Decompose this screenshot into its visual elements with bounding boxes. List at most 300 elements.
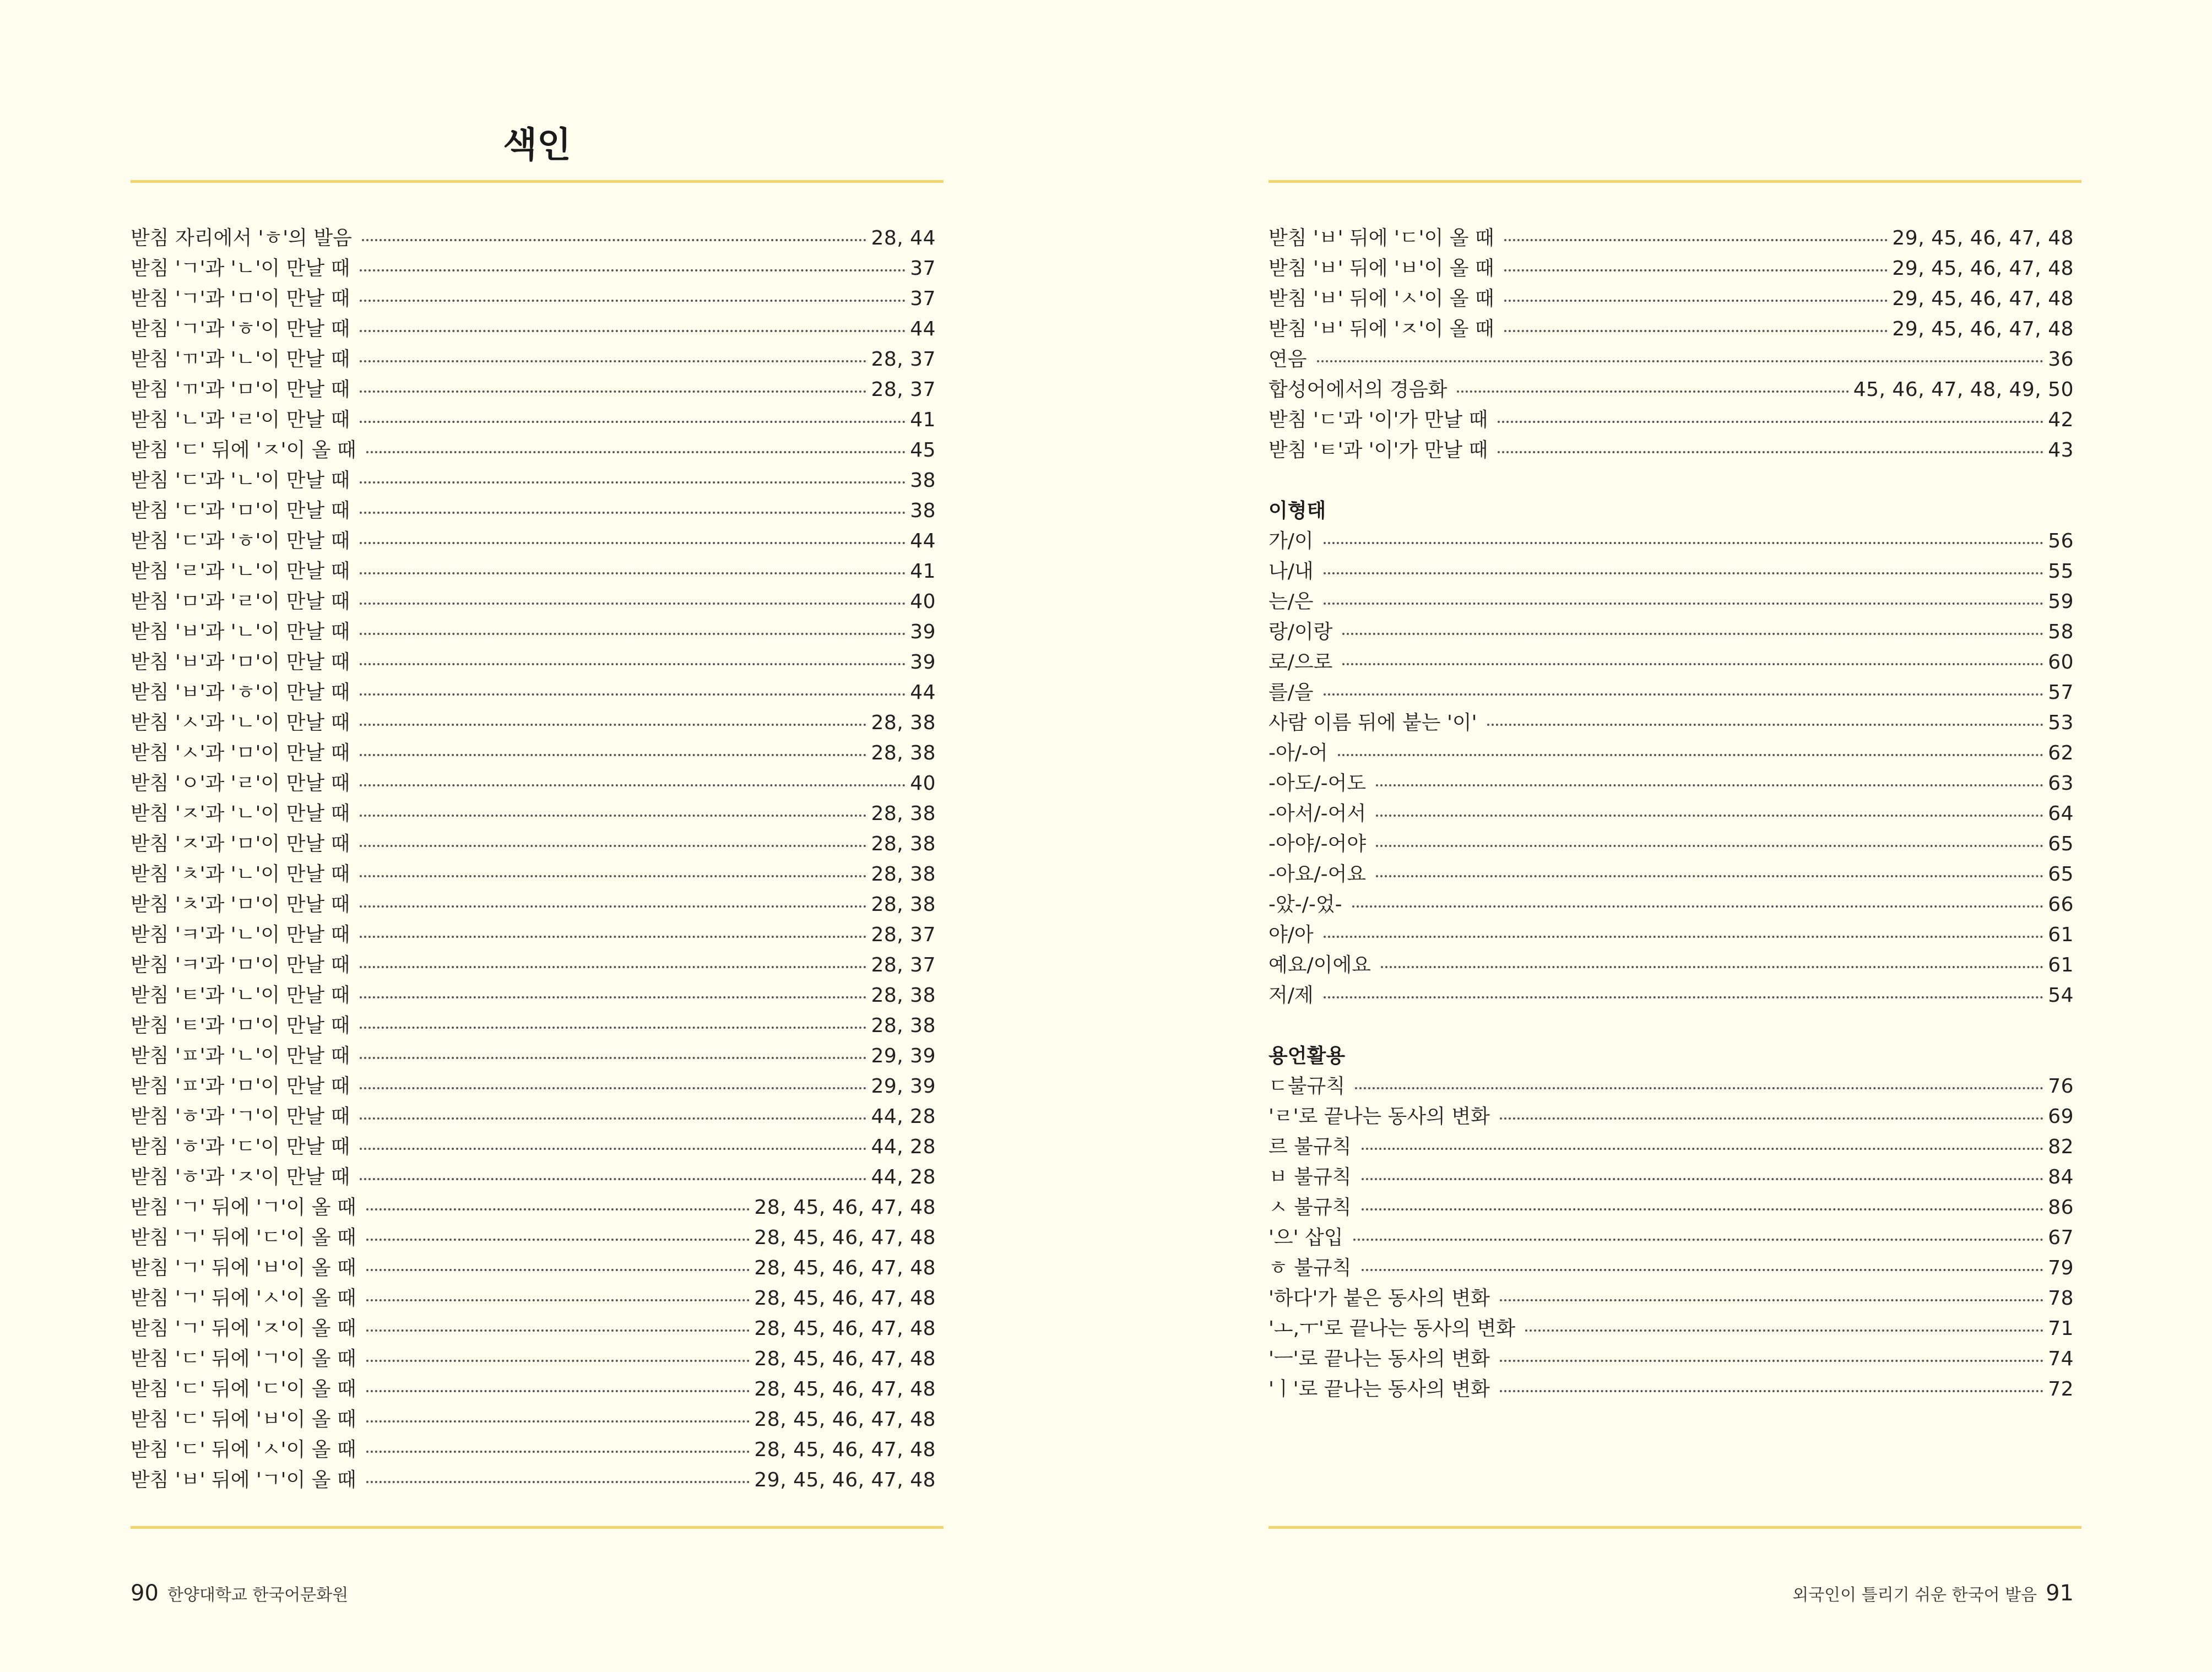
index-term: 받침 'ㄱ' 뒤에 'ㄷ'이 올 때 [131, 1226, 356, 1249]
dot-leader [1381, 966, 2043, 968]
index-entry [131, 920, 936, 950]
dot-leader [1324, 936, 2044, 938]
index-term: '하다'가 붙은 동사의 변화 [1268, 1287, 1490, 1310]
index-page-numbers: 65 [2048, 833, 2074, 855]
index-page-numbers: 28, 38 [871, 802, 936, 825]
dot-leader [1352, 905, 2044, 908]
index-page-numbers: 69 [2048, 1105, 2074, 1128]
dot-leader [360, 421, 906, 423]
index-term: 받침 'ㄷ' 뒤에 'ㄷ'이 올 때 [131, 1378, 356, 1400]
index-entry [131, 1253, 936, 1283]
index-term: 연음 [1268, 348, 1307, 371]
index-entry [1268, 223, 2074, 253]
dot-leader [1355, 1087, 2043, 1089]
index-term: 받침 'ㄹ'과 'ㄴ'이 만날 때 [131, 560, 350, 583]
dot-leader [360, 1148, 866, 1150]
index-page-numbers: 28, 37 [871, 378, 936, 401]
footer-book-title: 외국인이 틀리기 쉬운 한국어 발음 [1792, 1586, 2037, 1605]
index-entry [1268, 677, 2074, 708]
index-term: 저/제 [1268, 984, 1314, 1007]
page-number: 90 [131, 1581, 159, 1606]
index-entry [131, 1223, 936, 1253]
section-gap [1268, 465, 2074, 496]
index-page-numbers: 86 [2048, 1196, 2074, 1219]
index-entry [131, 344, 936, 374]
dot-leader [1376, 845, 2043, 847]
index-entry [131, 1283, 936, 1313]
index-page-numbers: 76 [2048, 1075, 2074, 1098]
bottom-divider [1268, 1526, 2081, 1529]
index-entry [1268, 1283, 2074, 1313]
index-term: 받침 'ㅊ'과 'ㄴ'이 만날 때 [131, 863, 350, 886]
index-page-numbers: 28, 45, 46, 47, 48 [754, 1196, 936, 1219]
index-entry [1268, 1132, 2074, 1162]
index-page-numbers: 37 [910, 287, 936, 310]
dot-leader [360, 512, 906, 514]
footer-publisher: 한양대학교 한국어문화원 [167, 1586, 349, 1605]
section-heading: 이형태 [1268, 500, 1326, 522]
dot-leader [360, 1027, 866, 1029]
index-entry [1268, 1223, 2074, 1253]
index-term: 받침 'ㄷ'과 '이'가 만날 때 [1268, 409, 1488, 431]
index-term: 'ㅡ'로 끝나는 동사의 변화 [1268, 1348, 1490, 1370]
index-entry [131, 950, 936, 980]
index-entry [131, 1101, 936, 1132]
index-entry [1268, 708, 2074, 738]
index-entry [1268, 617, 2074, 647]
index-page-numbers: 66 [2048, 893, 2074, 916]
index-page-numbers: 45, 46, 47, 48, 49, 50 [1853, 378, 2074, 401]
index-entry [1268, 526, 2074, 556]
index-entry [131, 738, 936, 768]
dot-leader [360, 996, 866, 998]
index-term: '으' 삽입 [1268, 1226, 1343, 1249]
index-page-numbers: 42 [2048, 409, 2074, 431]
dot-leader [362, 239, 867, 241]
index-page-numbers: 63 [2048, 772, 2074, 795]
index-entry [131, 223, 936, 253]
index-entry [131, 1404, 936, 1435]
index-term: 'ㅣ'로 끝나는 동사의 변화 [1268, 1378, 1490, 1400]
index-entry [1268, 920, 2074, 950]
index-page-numbers: 28, 45, 46, 47, 48 [754, 1317, 936, 1340]
dot-leader [366, 1269, 750, 1271]
index-page-numbers: 59 [2048, 590, 2074, 613]
index-term: 를/을 [1268, 681, 1314, 704]
page-title: 색인 [503, 125, 571, 166]
index-page-numbers: 82 [2048, 1136, 2074, 1158]
index-term: 받침 'ㄷ' 뒤에 'ㄱ'이 올 때 [131, 1348, 356, 1370]
index-page-numbers: 28, 38 [871, 712, 936, 734]
index-term: 받침 'ㅁ'과 'ㄹ'이 만날 때 [131, 590, 350, 613]
dot-leader [1342, 633, 2043, 635]
index-page-numbers: 79 [2048, 1257, 2074, 1279]
dot-leader [1353, 1239, 2044, 1241]
index-page-numbers: 53 [2048, 712, 2074, 734]
index-entry [131, 1374, 936, 1404]
index-page-numbers: 28, 45, 46, 47, 48 [754, 1257, 936, 1279]
index-term: 받침 'ㅍ'과 'ㄴ'이 만날 때 [131, 1045, 350, 1067]
index-term: 받침 'ㅂ' 뒤에 'ㅅ'이 올 때 [1268, 287, 1494, 310]
index-entry [1268, 859, 2074, 889]
index-page-numbers: 71 [2048, 1317, 2074, 1340]
dot-leader [360, 1117, 866, 1120]
dot-leader [366, 1390, 750, 1392]
index-term: 예요/이에요 [1268, 954, 1371, 976]
index-entry [1268, 344, 2074, 374]
index-term: 받침 'ㄷ' 뒤에 'ㅂ'이 올 때 [131, 1408, 356, 1431]
index-list-right [1268, 223, 2074, 1404]
index-term: 받침 'ㅂ'과 'ㅎ'이 만날 때 [131, 681, 350, 704]
dot-leader [1338, 754, 2044, 756]
dot-leader [360, 269, 906, 272]
index-entry [131, 314, 936, 344]
index-entry [131, 647, 936, 677]
index-page-numbers: 57 [2048, 681, 2074, 704]
dot-leader [360, 300, 906, 302]
index-page-numbers: 29, 45, 46, 47, 48 [754, 1469, 936, 1491]
dot-leader [360, 481, 906, 484]
dot-leader [1498, 451, 2043, 453]
index-term: 받침 'ㅌ'과 'ㅁ'이 만날 때 [131, 1014, 350, 1037]
index-entry [131, 1192, 936, 1223]
index-term: ㅎ 불규칙 [1268, 1257, 1352, 1279]
index-page-numbers: 78 [2048, 1287, 2074, 1310]
index-entry [1268, 435, 2074, 465]
dot-leader [366, 1481, 750, 1483]
index-list-left [131, 223, 936, 1495]
index-term: 르 불규칙 [1268, 1136, 1352, 1158]
index-term: 야/아 [1268, 924, 1314, 946]
index-page-numbers: 39 [910, 651, 936, 674]
index-entry [131, 1313, 936, 1344]
dot-leader [360, 875, 866, 877]
index-entry [1268, 253, 2074, 284]
index-entry [1268, 980, 2074, 1011]
index-entry [1268, 284, 2074, 314]
dot-leader [1376, 875, 2043, 877]
index-page-numbers: 72 [2048, 1378, 2074, 1400]
dot-leader [1317, 360, 2044, 362]
index-entry [1268, 1313, 2074, 1344]
dot-leader [1504, 330, 1888, 332]
dot-leader [1324, 542, 2044, 544]
dot-leader [360, 936, 866, 938]
index-page-numbers: 38 [910, 500, 936, 522]
index-entry [131, 708, 936, 738]
index-term: 로/으로 [1268, 651, 1333, 674]
index-page-numbers: 28, 45, 46, 47, 48 [754, 1438, 936, 1461]
index-entry [1268, 647, 2074, 677]
dot-leader [1324, 572, 2044, 574]
top-divider [1268, 180, 2081, 183]
index-term: 받침 'ㄱ'과 'ㄴ'이 만날 때 [131, 257, 350, 280]
index-page-numbers: 44, 28 [871, 1166, 936, 1188]
index-term: ㄷ불규칙 [1268, 1075, 1346, 1098]
index-term: -아도/-어도 [1268, 772, 1367, 795]
index-term: 받침 'ㄱ' 뒤에 'ㅂ'이 올 때 [131, 1257, 356, 1279]
index-term: 받침 'ㅈ'과 'ㅁ'이 만날 때 [131, 833, 350, 855]
index-entry [1268, 950, 2074, 980]
index-page-numbers: 28, 38 [871, 1014, 936, 1037]
index-entry [131, 587, 936, 617]
index-page-numbers: 28, 37 [871, 348, 936, 371]
dot-leader [360, 815, 866, 817]
index-entry [131, 980, 936, 1011]
index-entry [131, 1041, 936, 1071]
dot-leader [360, 663, 906, 665]
index-page-numbers: 28, 38 [871, 833, 936, 855]
dot-leader [366, 1239, 750, 1241]
index-page-numbers: 28, 37 [871, 954, 936, 976]
dot-leader [366, 1329, 750, 1332]
dot-leader [1500, 1117, 2043, 1120]
index-page-numbers: 54 [2048, 984, 2074, 1007]
index-entry [1268, 1253, 2074, 1283]
index-term: 받침 'ㄷ'과 'ㄴ'이 만날 때 [131, 469, 350, 492]
index-page-numbers: 60 [2048, 651, 2074, 674]
index-term: 받침 'ㄱ' 뒤에 'ㅅ'이 올 때 [131, 1287, 356, 1310]
index-page-numbers: 56 [2048, 530, 2074, 552]
index-term: 받침 'ㄷ' 뒤에 'ㅈ'이 올 때 [131, 439, 356, 462]
index-term: -았-/-었- [1268, 893, 1342, 916]
index-page-numbers: 74 [2048, 1348, 2074, 1370]
dot-leader [366, 1360, 750, 1362]
page-number: 91 [2046, 1581, 2074, 1606]
index-entry [131, 859, 936, 889]
index-page-numbers: 28, 45, 46, 47, 48 [754, 1408, 936, 1431]
index-term: 받침 'ㄷ'과 'ㅎ'이 만날 때 [131, 530, 350, 552]
dot-leader [1324, 602, 2044, 605]
index-entry [1268, 829, 2074, 859]
dot-leader [360, 784, 906, 786]
dot-leader [360, 724, 866, 726]
index-term: 받침 'ㄷ'과 'ㅁ'이 만날 때 [131, 500, 350, 522]
index-term: 받침 'ㅅ'과 'ㅁ'이 만날 때 [131, 742, 350, 764]
index-page-numbers: 28, 45, 46, 47, 48 [754, 1378, 936, 1400]
dot-leader [1362, 1148, 2044, 1150]
index-entry [1268, 889, 2074, 920]
index-page-numbers: 40 [910, 590, 936, 613]
index-term: 받침 'ㄲ'과 'ㅁ'이 만날 때 [131, 378, 350, 401]
dot-leader [1504, 269, 1888, 272]
index-page-numbers: 37 [910, 257, 936, 280]
dot-leader [1324, 996, 2044, 998]
index-term: -아/-어 [1268, 742, 1328, 764]
dot-leader [366, 1420, 750, 1423]
index-page-numbers: 61 [2048, 924, 2074, 946]
index-entry [131, 435, 936, 465]
index-term: 받침 'ㅂ' 뒤에 'ㄱ'이 올 때 [131, 1469, 356, 1491]
index-entry [131, 556, 936, 587]
dot-leader [1498, 421, 2043, 423]
dot-leader [360, 693, 906, 696]
index-term: 받침 'ㅅ'과 'ㄴ'이 만날 때 [131, 712, 350, 734]
index-term: 받침 'ㅂ' 뒤에 'ㅂ'이 올 때 [1268, 257, 1494, 280]
dot-leader [1376, 815, 2043, 817]
index-term: 받침 'ㅊ'과 'ㅁ'이 만날 때 [131, 893, 350, 916]
index-page-numbers: 28, 38 [871, 863, 936, 886]
index-entry [131, 1071, 936, 1101]
dot-leader [360, 542, 906, 544]
index-entry [131, 1465, 936, 1495]
index-page-numbers: 64 [2048, 802, 2074, 825]
index-entry [1268, 1162, 2074, 1192]
index-page-numbers: 58 [2048, 621, 2074, 643]
index-term: 'ㄹ'로 끝나는 동사의 변화 [1268, 1105, 1490, 1128]
dot-leader [1362, 1269, 2044, 1271]
index-term: 는/은 [1268, 590, 1314, 613]
index-term: 받침 'ㅋ'과 'ㅁ'이 만날 때 [131, 954, 350, 976]
index-term: 받침 'ㄱ' 뒤에 'ㅈ'이 올 때 [131, 1317, 356, 1340]
index-term: 사람 이름 뒤에 붙는 '이' [1268, 712, 1477, 734]
index-page-numbers: 67 [2048, 1226, 2074, 1249]
index-term: -아요/-어요 [1268, 863, 1367, 886]
dot-leader [366, 1451, 750, 1453]
index-entry [1268, 1101, 2074, 1132]
index-term: 받침 'ㅎ'과 'ㄱ'이 만날 때 [131, 1105, 350, 1128]
dot-leader [1457, 390, 1848, 393]
index-page-numbers: 28, 38 [871, 893, 936, 916]
index-term: 받침 'ㅇ'과 'ㄹ'이 만날 때 [131, 772, 350, 795]
left-page [131, 0, 944, 1672]
index-entry [131, 465, 936, 496]
index-entry [131, 1011, 936, 1041]
index-entry [131, 405, 936, 435]
index-term: 받침 'ㅂ'과 'ㅁ'이 만날 때 [131, 651, 350, 674]
index-entry [131, 768, 936, 799]
dot-leader [1525, 1329, 2043, 1332]
index-page-numbers: 65 [2048, 863, 2074, 886]
index-page-numbers: 29, 45, 46, 47, 48 [1892, 227, 2074, 249]
index-entry [131, 374, 936, 405]
index-page-numbers: 44 [910, 530, 936, 552]
index-page-numbers: 29, 39 [871, 1045, 936, 1067]
index-entry [1268, 556, 2074, 587]
index-term: 받침 'ㄱ' 뒤에 'ㄱ'이 올 때 [131, 1196, 356, 1219]
dot-leader [360, 1057, 866, 1059]
dot-leader [360, 966, 866, 968]
index-term: 받침 'ㄱ'과 'ㅁ'이 만날 때 [131, 287, 350, 310]
index-entry [131, 1344, 936, 1374]
index-term: ㅂ 불규칙 [1268, 1166, 1352, 1188]
index-term: 받침 'ㅎ'과 'ㄷ'이 만날 때 [131, 1136, 350, 1158]
index-term: 받침 'ㅈ'과 'ㄴ'이 만날 때 [131, 802, 350, 825]
dot-leader [1500, 1299, 2043, 1301]
index-page-numbers: 43 [2048, 439, 2074, 462]
dot-leader [1342, 663, 2043, 665]
index-term: 받침 'ㄷ' 뒤에 'ㅅ'이 올 때 [131, 1438, 356, 1461]
index-page-numbers: 28, 37 [871, 924, 936, 946]
index-page-numbers: 28, 45, 46, 47, 48 [754, 1226, 936, 1249]
index-page-numbers: 29, 45, 46, 47, 48 [1892, 318, 2074, 340]
index-entry [1268, 1344, 2074, 1374]
index-term: 받침 'ㄲ'과 'ㄴ'이 만날 때 [131, 348, 350, 371]
index-entry [1268, 799, 2074, 829]
index-term: 받침 'ㅂ'과 'ㄴ'이 만날 때 [131, 621, 350, 643]
dot-leader [1376, 784, 2043, 786]
index-page-numbers: 29, 39 [871, 1075, 936, 1098]
index-page-numbers: 36 [2048, 348, 2074, 371]
index-term: 받침 자리에서 'ㅎ'의 발음 [131, 227, 352, 249]
index-page-numbers: 28, 45, 46, 47, 48 [754, 1348, 936, 1370]
index-entry [1268, 1374, 2074, 1404]
index-page-numbers: 44 [910, 318, 936, 340]
index-page-numbers: 84 [2048, 1166, 2074, 1188]
index-entry [131, 284, 936, 314]
dot-leader [360, 905, 866, 908]
dot-leader [360, 390, 866, 393]
dot-leader [360, 845, 866, 847]
dot-leader [1504, 300, 1888, 302]
index-term: -아서/-어서 [1268, 802, 1367, 825]
index-page-numbers: 38 [910, 469, 936, 492]
index-page-numbers: 55 [2048, 560, 2074, 583]
dot-leader [1362, 1208, 2044, 1210]
index-term: 받침 'ㄱ'과 'ㅎ'이 만날 때 [131, 318, 350, 340]
index-page-numbers: 61 [2048, 954, 2074, 976]
index-page-numbers: 28, 44 [871, 227, 936, 249]
section-gap [1268, 1011, 2074, 1041]
index-entry [131, 496, 936, 526]
dot-leader [1487, 724, 2044, 726]
index-entry [131, 1132, 936, 1162]
index-term: 나/내 [1268, 560, 1314, 583]
dot-leader [1500, 1390, 2043, 1392]
index-term: 받침 'ㄴ'과 'ㄹ'이 만날 때 [131, 409, 350, 431]
index-entry [131, 677, 936, 708]
footer-left [131, 1581, 348, 1614]
index-term: -아야/-어야 [1268, 833, 1367, 855]
index-entry [1268, 738, 2074, 768]
index-page-numbers: 40 [910, 772, 936, 795]
index-term: 받침 'ㅌ'과 'ㄴ'이 만날 때 [131, 984, 350, 1007]
index-page-numbers: 62 [2048, 742, 2074, 764]
dot-leader [366, 1299, 750, 1301]
footer-right [1792, 1581, 2074, 1614]
index-entry [131, 617, 936, 647]
index-term: 랑/이랑 [1268, 621, 1333, 643]
index-page-numbers: 28, 45, 46, 47, 48 [754, 1287, 936, 1310]
index-term: 받침 'ㅂ' 뒤에 'ㄷ'이 올 때 [1268, 227, 1494, 249]
dot-leader [360, 633, 906, 635]
index-page-numbers: 45 [910, 439, 936, 462]
dot-leader [360, 1087, 866, 1089]
index-page-numbers: 44, 28 [871, 1136, 936, 1158]
index-term: 받침 'ㅂ' 뒤에 'ㅈ'이 올 때 [1268, 318, 1494, 340]
index-term: ㅅ 불규칙 [1268, 1196, 1352, 1219]
dot-leader [360, 1178, 866, 1180]
dot-leader [366, 1208, 750, 1210]
dot-leader [360, 602, 906, 605]
index-page-numbers: 41 [910, 560, 936, 583]
dot-leader [360, 360, 866, 362]
index-entry [1268, 405, 2074, 435]
index-page-numbers: 29, 45, 46, 47, 48 [1892, 257, 2074, 280]
index-term: 합성어에서의 경음화 [1268, 378, 1447, 401]
section-heading: 용언활용 [1268, 1045, 1346, 1067]
index-term: 받침 'ㅍ'과 'ㅁ'이 만날 때 [131, 1075, 350, 1098]
dot-leader [1500, 1360, 2043, 1362]
dot-leader [1504, 239, 1888, 241]
index-entry [1268, 374, 2074, 405]
index-term: 받침 'ㅋ'과 'ㄴ'이 만날 때 [131, 924, 350, 946]
index-term: 'ㅗ,ㅜ'로 끝나는 동사의 변화 [1268, 1317, 1516, 1340]
dot-leader [360, 572, 906, 574]
index-term: 받침 'ㅌ'과 '이'가 만날 때 [1268, 439, 1488, 462]
index-page-numbers: 29, 45, 46, 47, 48 [1892, 287, 2074, 310]
index-page-numbers: 44, 28 [871, 1105, 936, 1128]
